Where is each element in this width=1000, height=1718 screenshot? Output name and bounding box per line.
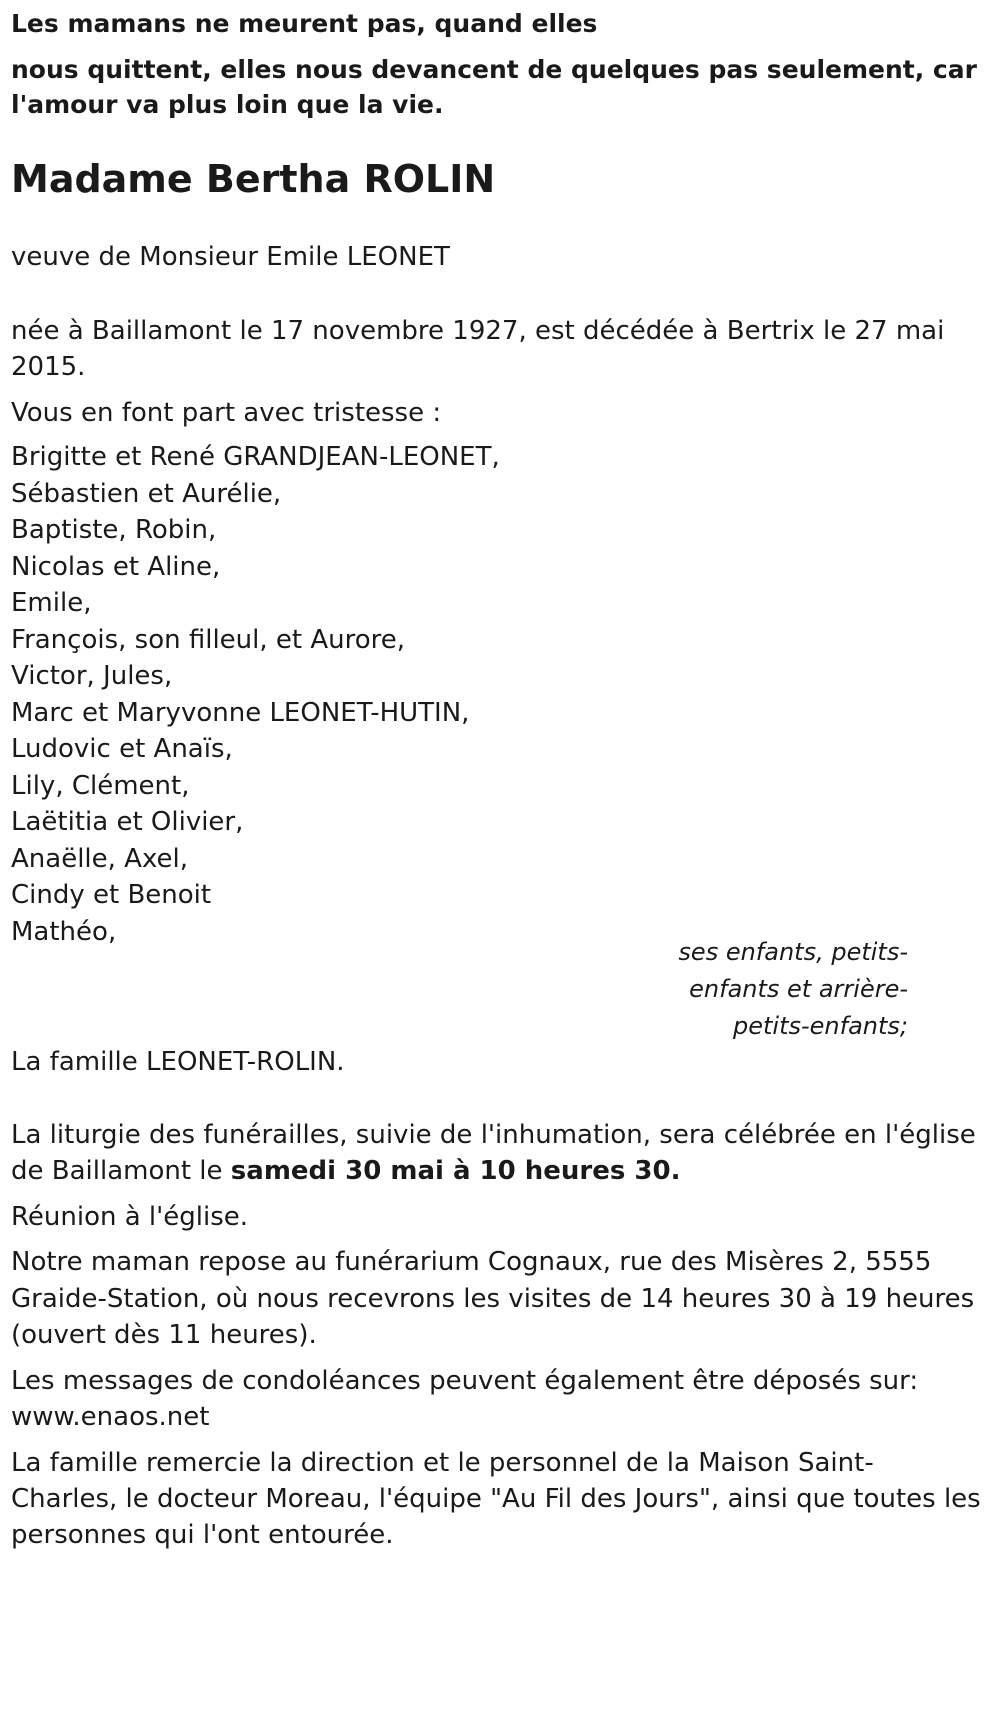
relation-line: petits-enfants; — [733, 1012, 908, 1040]
relation-line: enfants et arrière- — [689, 975, 908, 1003]
family-member: Victor, Jules, — [11, 661, 173, 691]
quote-line: l'amour va plus loin que la vie. — [11, 90, 444, 119]
meeting-text: Réunion à l'église. — [11, 1202, 249, 1232]
family-member: Laëtitia et Olivier, — [11, 807, 244, 837]
family-signature: La famille LEONET-ROLIN. — [11, 1047, 345, 1077]
family-member: Baptiste, Robin, — [11, 515, 217, 545]
family-member: Brigitte et René GRANDJEAN-LEONET, — [11, 442, 500, 472]
family-list — [11, 439, 500, 950]
condolences-link[interactable]: www.enaos.net — [11, 1402, 210, 1432]
family-member: Mathéo, — [11, 916, 117, 947]
quote-line: Les mamans ne meurent pas, quand elles — [11, 9, 598, 38]
funeral-date-emphasis: samedi 30 mai à 10 heures 30. — [230, 1156, 681, 1186]
condolences-line: Les messages de condoléances peuvent également être déposés sur: — [11, 1366, 919, 1396]
thanks-line: personnes qui l'ont entourée. — [11, 1520, 394, 1550]
family-member: Anaëlle, Axel, — [11, 843, 189, 874]
deceased-name: Madame Bertha ROLIN — [11, 157, 496, 201]
family-member: Cindy et Benoit — [11, 880, 212, 910]
family-member: Lily, Clément, — [11, 770, 190, 801]
widow-of-text: veuve de Monsieur Emile LEONET — [11, 242, 450, 272]
thanks-line: Charles, le docteur Moreau, l'équipe "Au Fil des Jours", ainsi que toutes les — [11, 1484, 981, 1514]
funerarium-line: (ouvert dès 11 heures). — [11, 1320, 317, 1350]
funeral-line: La liturgie des funérailles, suivie de l'inhumation, sera célébrée en l'église — [11, 1120, 976, 1150]
family-member: Marc et Maryvonne LEONET-HUTIN, — [11, 697, 470, 728]
family-member: François, son filleul, et Aurore, — [11, 624, 406, 655]
funeral-date-line — [11, 1155, 680, 1187]
family-member: Ludovic et Anaïs, — [11, 734, 233, 764]
birth-death-line: née à Baillamont le 17 novembre 1927, est décédée à Bertrix le 27 mai — [11, 316, 945, 346]
thanks-line: La famille remercie la direction et le personnel de la Maison Saint- — [11, 1448, 874, 1478]
family-member: Sébastien et Aurélie, — [11, 478, 282, 509]
funerarium-line: Graide-Station, où nous recevrons les visites de 14 heures 30 à 19 heures — [11, 1284, 975, 1314]
family-member: Emile, — [11, 588, 92, 618]
funeral-date-prefix: de Baillamont le — [11, 1156, 231, 1186]
quote-line: nous quittent, elles nous devancent de quelques pas seulement, car — [11, 55, 977, 84]
funerarium-line: Notre maman repose au funérarium Cognaux, rue des Misères 2, 5555 — [11, 1247, 932, 1277]
announce-text: Vous en font part avec tristesse : — [11, 398, 442, 428]
family-member: Nicolas et Aline, — [11, 551, 221, 582]
relation-line: ses enfants, petits- — [678, 938, 908, 966]
birth-death-line: 2015. — [11, 352, 86, 382]
